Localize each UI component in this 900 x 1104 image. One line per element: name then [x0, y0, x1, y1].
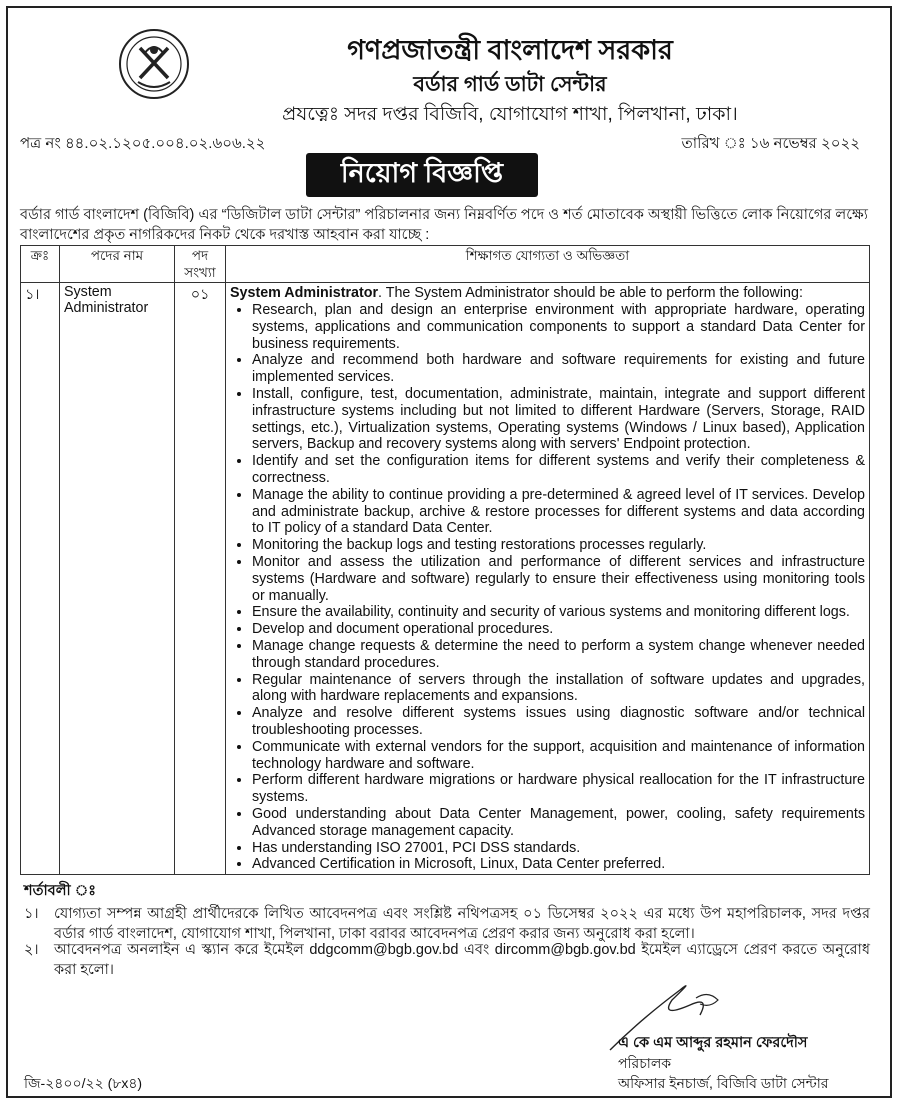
- header-qualification: শিক্ষাগত যোগ্যতা ও অভিজ্ঞতা: [226, 246, 870, 283]
- requirements-title: System Administrator: [230, 285, 379, 301]
- organization-heading: বর্ডার গার্ড ডাটা সেন্টার: [413, 73, 607, 96]
- footer-code: জি-২৪০০/২২ (৮x৪): [24, 1075, 143, 1091]
- requirement-item: • Advanced Certification in Microsoft, Linux, Data Center preferred.: [252, 856, 865, 873]
- requirement-item: • Research, plan and design an enterprise environment with appropriate hardware, operating systems, applications and communication components to support a standard Data Center for business requirements.: [252, 302, 865, 352]
- requirement-item: • Regular maintenance of servers through the installation of software updates and upgrades, along with hardware replacements and expansions.: [252, 672, 865, 706]
- terms-heading: শর্তাবলী ঃ: [24, 883, 97, 899]
- requirement-item: • Manage the ability to continue providing a pre-determined & agreed level of IT services. Develop and administrate backup, archive & restore processes for different systems and data according to IT policy of a standard Data Center.: [252, 487, 865, 537]
- bgb-emblem-icon: [118, 28, 190, 100]
- job-table: [20, 245, 870, 875]
- requirement-item: • Analyze and resolve different systems issues using diagnostic software and/or technical troubleshooting processes.: [252, 705, 865, 739]
- term-number: ২।: [24, 942, 39, 958]
- term-text: আবেদনপত্র অনলাইন এ স্ক্যান করে ইমেইল ddgcomm@bgb.gov.bd এবং dircomm@bgb.gov.bd ইমেইল এ্যাড্রেসে প্রেরণ করতে অনুরোধ করা হলো।: [54, 942, 870, 978]
- intro-paragraph: বর্ডার গার্ড বাংলাদেশ (বিজিবি) এর “ডিজিটাল ডাটা সেন্টার” পরিচালনার জন্য নিম্নবর্ণিত পদে ও শর্ত মোতাবেক অস্থায়ী ভিত্তিতে লোক নিয়োগের লক্ষ্যে বাংলাদেশের প্রকৃত নাগরিকদের নিকট থেকে দরখাস্ত আহবান করা যাচ্ছে :: [20, 207, 868, 243]
- requirement-item: • Install, configure, test, documentation, administrate, maintain, integrate and support different infrastructure systems including but not limited to different Hardware (Servers, Storage, RAID settings, etc.), Virtualization systems, Operating systems (Windows / Linux based), Application servers, Backup and recovery systems along with servers' Endpoint protection.: [252, 386, 865, 453]
- row-post-name: System Administrator: [60, 283, 175, 875]
- term-text: যোগ্যতা সম্পন্ন আগ্রহী প্রার্থীদেরকে লিখিত আবেদনপত্র এবং সংশ্লিষ্ট নথিপত্রসহ ০১ ডিসেম্বর ২০২২ এর মধ্যে উপ মহাপরিচালক, সদর দপ্তর বর্ডার গার্ড বাংলাদেশ, যোগাযোগ শাখা, পিলখানা, ঢাকা বরাবর আবেদনপত্র প্রেরণ করার জন্য অনুরোধ করা হলো।: [54, 906, 870, 942]
- row-serial: ১।: [21, 283, 60, 875]
- requirement-item: • Monitoring the backup logs and testing restorations processes regularly.: [252, 537, 865, 554]
- government-heading: গণপ্রজাতন্ত্রী বাংলাদেশ সরকার: [347, 35, 673, 65]
- table-header-row: [21, 246, 870, 283]
- requirement-item: • Analyze and recommend both hardware and software requirements for existing and future implemented services.: [252, 352, 865, 386]
- header-post-count: পদ সংখ্যা: [175, 246, 226, 283]
- header-serial: ক্রঃ: [21, 246, 60, 283]
- requirement-item: • Good understanding about Data Center Management, power, cooling, safety requirements Advanced storage management capacity.: [252, 806, 865, 840]
- signatory-designation: পরিচালক: [618, 1055, 672, 1071]
- requirement-item: • Communicate with external vendors for the support, acquisition and maintenance of information technology hardware and software.: [252, 739, 865, 773]
- memo-number: পত্র নং ৪৪.০২.১২০৫.০০৪.০২.৬০৬.২২: [20, 135, 266, 152]
- requirement-item: • Perform different hardware migrations or hardware physical reallocation for the IT infrastructure systems.: [252, 772, 865, 806]
- address-line: প্রযত্নেঃ সদর দপ্তর বিজিবি, যোগাযোগ শাখা, পিলখানা, ঢাকা।: [282, 104, 738, 125]
- header-post-name: পদের নাম: [60, 246, 175, 283]
- row-post-count: ০১: [175, 283, 226, 875]
- term-number: ১।: [24, 906, 39, 922]
- table-row: [21, 283, 870, 875]
- notice-date: তারিখ ঃ ১৬ নভেম্বর ২০২২: [681, 135, 860, 152]
- row-qualification: [226, 283, 870, 875]
- requirements-list: [230, 302, 865, 873]
- requirement-item: • Monitor and assess the utilization and performance of different services and infrastructure systems (Hardware and software) regularly to ensure their effectiveness using monitoring tools or manually.: [252, 554, 865, 604]
- requirements-heading: [230, 284, 865, 302]
- notice-title: নিয়োগ বিজ্ঞপ্তি: [306, 153, 538, 197]
- signatory-name: এ কে এম আব্দুর রহমান ফেরদৌস: [618, 1035, 808, 1051]
- term-item: [24, 904, 870, 944]
- requirement-item: • Develop and document operational procedures.: [252, 621, 865, 638]
- requirement-item: • Has understanding ISO 27001, PCI DSS standards.: [252, 840, 865, 857]
- requirement-item: • Manage change requests & determine the need to perform a system change whenever needed through standard procedures.: [252, 638, 865, 672]
- requirement-item: • Ensure the availability, continuity and security of various systems and monitoring different logs.: [252, 604, 865, 621]
- signatory-office: অফিসার ইনচার্জ, বিজিবি ডাটা সেন্টার: [618, 1075, 829, 1091]
- requirements-intro: . The System Administrator should be able to perform the following:: [378, 285, 803, 301]
- requirement-item: • Identify and set the configuration items for different systems and verify their completeness & correctness.: [252, 453, 865, 487]
